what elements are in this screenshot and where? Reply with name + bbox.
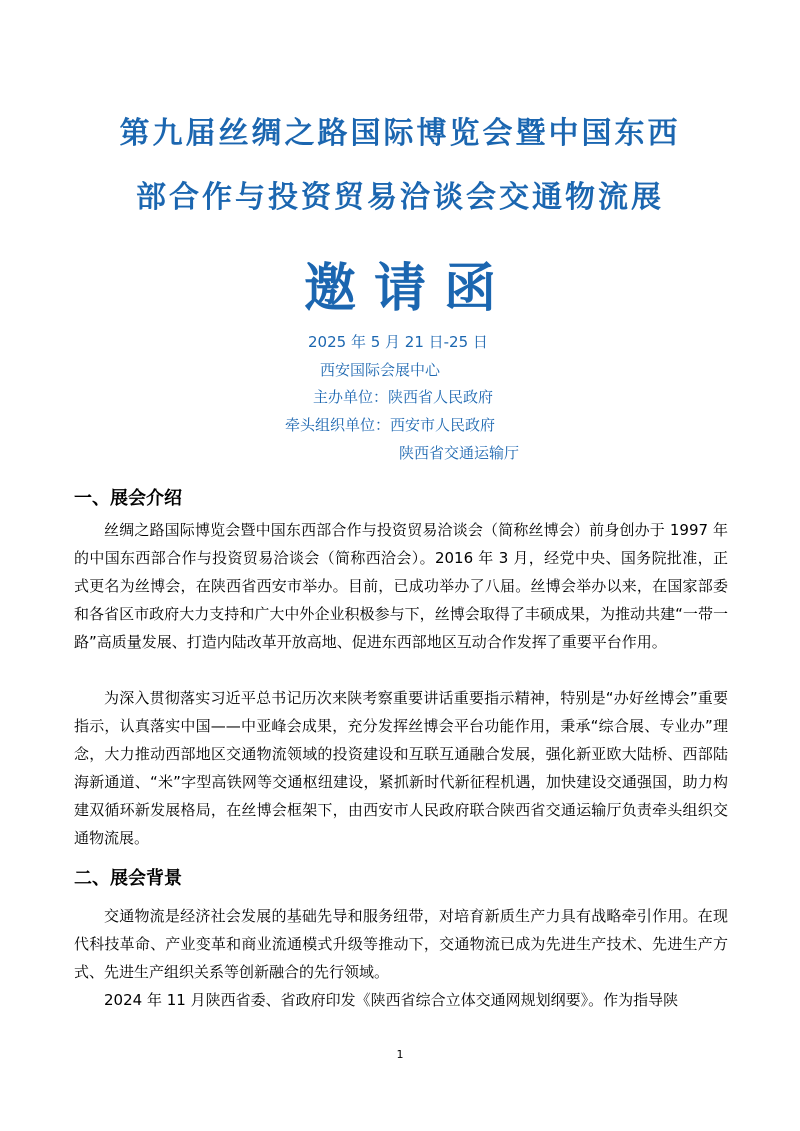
event-date: 2025 年 5 月 21 日-25 日 bbox=[308, 333, 488, 351]
page-number: 1 bbox=[396, 1048, 404, 1061]
event-venue: 西安国际会展中心 bbox=[320, 361, 441, 379]
invitation-heading: 邀请函 bbox=[303, 259, 514, 319]
title-line-1: 第九届丝绸之路国际博览会暨中国东西 bbox=[119, 116, 681, 151]
host-organizer: 主办单位：陕西省人民政府 bbox=[313, 388, 494, 406]
lead-organizer: 牵头组织单位：西安市人民政府 bbox=[285, 416, 496, 434]
intro-paragraph-1: 丝绸之路国际博览会暨中国东西部合作与投资贸易洽谈会（简称丝博会）前身创办于 1997 年的中国东西部合作与投资贸易洽谈会（简称西洽会）。2016 年 3 月，经党中央、国务院批准，正式更名为丝博会，在陕西省西安市举办。目前，已成功举办了八届。丝博会举办以来，在国家部委和各省区市政府大力支持和广大中外企业积极参与下，丝博会取得了丰硕成果，为推动共建“一带一路”高质量发展、打造内陆改革开放高地、促进东西部地区互动合作发挥了重要平台作用。 bbox=[74, 521, 728, 651]
intro-paragraph-2: 为深入贯彻落实习近平总书记历次来陕考察重要讲话重要指示精神，特别是“办好丝博会”重要指示，认真落实中国——中亚峰会成果，充分发挥丝博会平台功能作用，秉承“综合展、专业办”理念，大力推动西部地区交通物流领域的投资建设和互联互通融合发展，强化新亚欧大陆桥、西部陆海新通道、“米”字型高铁网等交通枢纽建设，紧抓新时代新征程机遇，加快建设交通强国，助力构建双循环新发展格局，在丝博会框架下，由西安市人民政府联合陕西省交通运输厅负责牵头组织交通物流展。 bbox=[74, 689, 728, 847]
lead-organizer-2: 陕西省交通运输厅 bbox=[399, 444, 520, 462]
background-paragraph-2: 2024 年 11 月陕西省委、省政府印发《陕西省综合立体交通网规划纲要》。作为指导陕 bbox=[104, 991, 679, 1009]
title-line-2: 部合作与投资贸易洽谈会交通物流展 bbox=[136, 180, 664, 215]
section-heading-background: 二、展会背景 bbox=[74, 868, 182, 889]
section-heading-intro: 一、展会介绍 bbox=[74, 488, 182, 509]
background-paragraph-1: 交通物流是经济社会发展的基础先导和服务纽带，对培育新质生产力具有战略牵引作用。在现代科技革命、产业变革和商业流通模式升级等推动下，交通物流已成为先进生产技术、先进生产方式、先进生产组织关系等创新融合的先行领域。 bbox=[74, 907, 728, 981]
